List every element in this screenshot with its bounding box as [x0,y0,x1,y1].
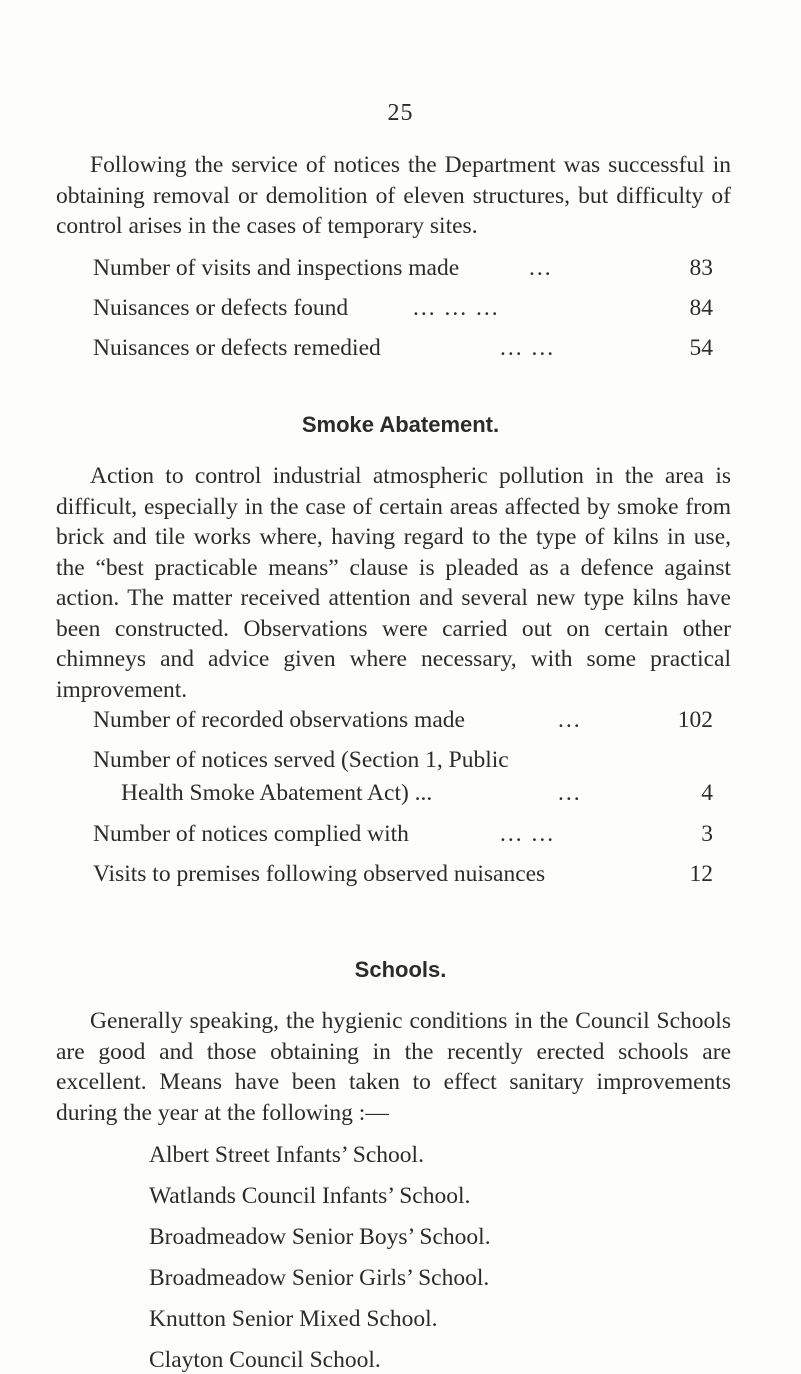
stat-label-continuation: Health Smoke Abatement Act) ... [121,780,433,806]
stat-row [93,255,713,285]
schools-paragraph [56,1006,731,1128]
stat-label: Number of notices complied with [93,821,409,847]
list-item: Watlands Council Infants’ School. [149,1183,471,1209]
stat-value: 83 [689,255,713,281]
stat-value: 102 [677,707,713,733]
stat-leader-dots: ... [529,255,553,281]
intro-paragraph [56,150,731,242]
stat-row [93,335,713,365]
list-item: Broadmeadow Senior Girls’ School. [149,1265,490,1291]
list-item: Albert Street Infants’ School. [149,1142,424,1168]
stat-label: Number of recorded observations made [93,707,465,733]
stat-label: Number of notices served (Section 1, Public [93,747,509,773]
stat-value: 4 [701,780,713,806]
stat-leader-dots: ... [558,707,582,733]
stat-row [93,295,713,325]
stat-leader-dots: ... ... [500,335,556,361]
stat-label: Nuisances or defects found [93,295,349,321]
list-item: Broadmeadow Senior Boys’ School. [149,1224,491,1250]
smoke-paragraph [56,461,731,705]
stat-value: 3 [701,821,713,847]
schools-paragraph-text: Generally speaking, the hygienic conditions in the Council Schools are good and those obtaining in the recently erected schools are excellent. Means have been taken to effect sanitary improvements during the year at the following :— [56,1008,731,1126]
stat-value: 12 [689,861,713,887]
intro-paragraph-text: Following the service of notices the Department was successful in obtaining removal or demolition of eleven structures, but difficulty of control arises in the cases of temporary sites. [56,152,731,239]
section-heading-schools: Schools. [354,957,447,982]
list-item: Knutton Senior Mixed School. [149,1306,438,1332]
stat-row [93,747,713,807]
stat-label: Visits to premises following observed nuisances [93,861,546,887]
stat-leader-dots: ... [558,780,582,806]
stat-leader-dots: ... ... [500,821,556,847]
stat-row [93,821,713,851]
stat-label: Nuisances or defects remedied [93,335,381,361]
section-heading-smoke-abatement: Smoke Abatement. [301,412,500,437]
stat-label: Number of visits and inspections made [93,255,460,281]
list-item: Clayton Council School. [149,1347,381,1373]
stat-row [93,707,713,737]
stat-leader-dots: ... ... ... [413,295,500,321]
smoke-paragraph-text: Action to control industrial atmospheric pollution in the area is difficult, especially in the case of certain areas affected by smoke from brick and tile works where, having regard to the type of kilns in use, the “best practicable means” clause is pleaded as a defence against action. The matter received attention and several new type kilns have been constructed. Observations were carried out on certain other chimneys and advice given where necessary, with some practical improvement. [56,463,731,703]
stat-value: 54 [689,335,713,361]
stat-row [93,861,713,891]
page-number: 25 [387,100,414,126]
stat-value: 84 [689,295,713,321]
